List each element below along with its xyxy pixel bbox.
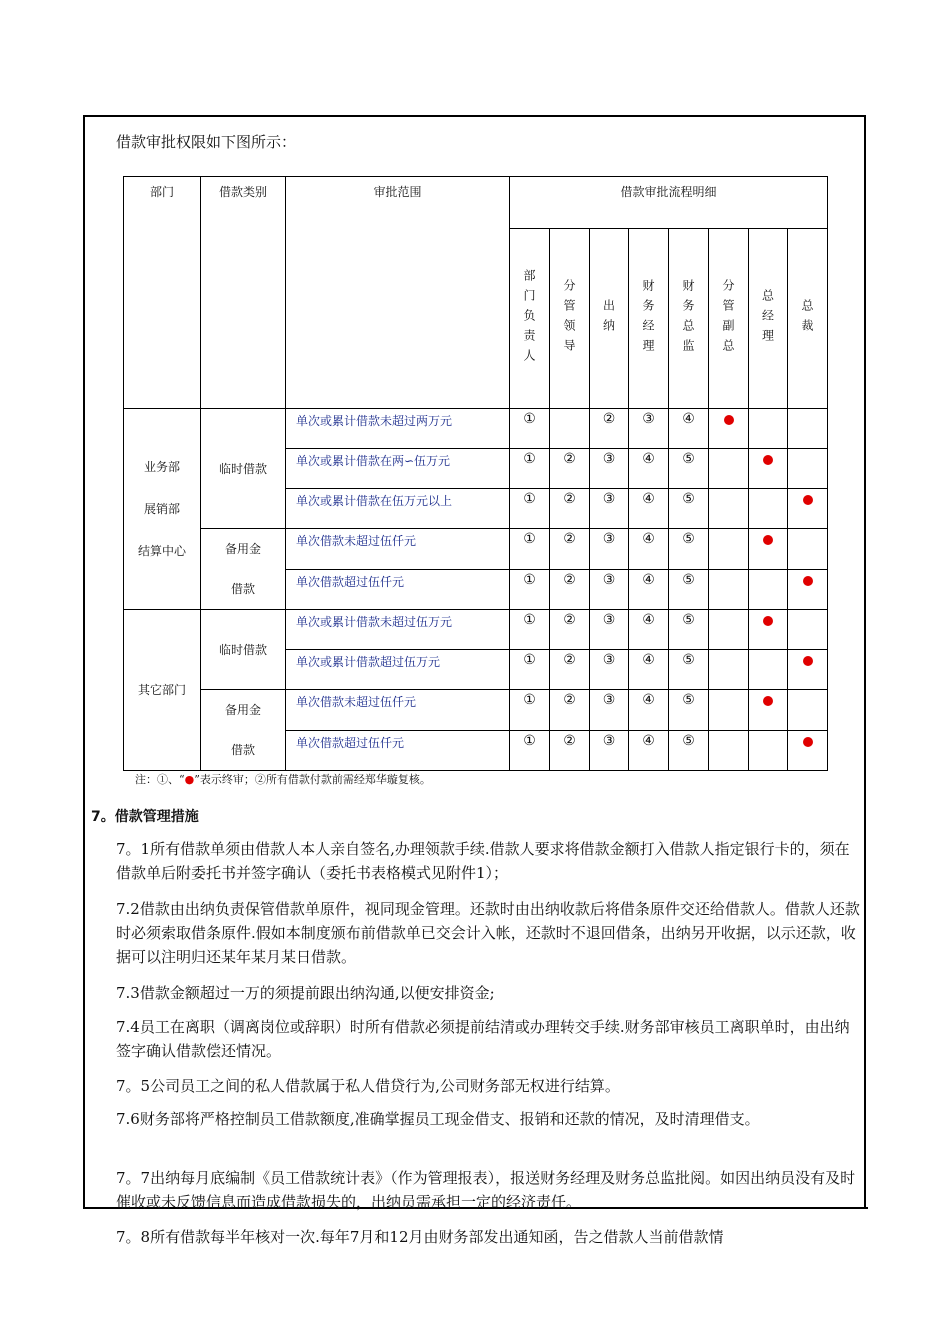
step-number: ⑤ bbox=[682, 531, 695, 547]
approval-scope: 单次或累计借款未超过两万元 bbox=[286, 409, 510, 449]
dept-name: 业务部 bbox=[143, 460, 180, 474]
step-number: ① bbox=[523, 692, 536, 708]
approval-step-cell bbox=[788, 610, 828, 650]
approval-authority-table bbox=[123, 176, 828, 771]
loan-type-name: 借款 bbox=[230, 582, 255, 596]
approval-step-cell bbox=[669, 409, 709, 449]
dept-name: 结算中心 bbox=[137, 544, 186, 558]
approval-step-cell bbox=[709, 489, 749, 529]
loan-type-cell bbox=[201, 690, 286, 771]
approval-step-cell bbox=[510, 569, 550, 610]
approval-step-cell bbox=[788, 730, 828, 771]
step-number: ③ bbox=[602, 571, 616, 588]
approval-step-cell bbox=[510, 529, 550, 570]
role-label: 财务总监 bbox=[681, 278, 695, 359]
final-approval-dot-icon bbox=[803, 495, 813, 505]
paragraph-7-7: 7。7出纳每月底编制《员工借款统计表》（作为管理报表），报送财务经理及财务总监批阅。如因出纳员没有及时催收或未反馈信息而造成借款损失的，出纳员需承担一定的经济责任。 bbox=[116, 1169, 856, 1211]
approval-step-cell bbox=[629, 449, 669, 489]
paragraph-7-2: 7.2借款由出纳负责保管借款单原件，视同现金管理。还款时由出纳收款后将借条原件交还给借款人。借款人还款时必须索取借条原件.假如本制度颁布前借款单已交会计入帐，还款时不退回借条，出纳另开收据，以示还款，收据可以注明归还某年某月某日借款。 bbox=[116, 900, 860, 966]
approval-step-cell bbox=[749, 449, 788, 489]
step-number: ② bbox=[563, 732, 576, 749]
header-scope: 审批范围 bbox=[286, 177, 510, 409]
approval-step-cell bbox=[749, 529, 788, 570]
approval-step-cell bbox=[709, 690, 749, 731]
approval-scope: 单次或累计借款在两∽伍万元 bbox=[286, 449, 510, 489]
role-label: 财务经理 bbox=[641, 278, 655, 359]
approval-step-cell bbox=[788, 489, 828, 529]
approval-step-cell bbox=[788, 449, 828, 489]
approval-step-cell bbox=[629, 610, 669, 650]
final-approval-dot-icon bbox=[803, 656, 813, 666]
approval-step-cell bbox=[709, 730, 749, 771]
step-number: ⑤ bbox=[682, 612, 695, 628]
footnote-red-dot: ● bbox=[184, 773, 195, 786]
paragraph-7-3: 7.3借款金额超过一万的须提前跟出纳沟通,以便安排资金; bbox=[116, 984, 495, 1002]
step-number: ① bbox=[523, 531, 536, 547]
step-number: ⑤ bbox=[682, 692, 695, 708]
approval-scope: 单次或累计借款在伍万元以上 bbox=[286, 489, 510, 529]
approval-step-cell bbox=[590, 730, 629, 771]
approval-step-cell bbox=[629, 489, 669, 529]
approval-scope: 单次借款未超过伍仟元 bbox=[286, 690, 510, 731]
approval-step-cell bbox=[669, 449, 709, 489]
step-number: ① bbox=[523, 491, 536, 507]
step-number: ③ bbox=[602, 652, 616, 668]
paragraph-7-4: 7.4员工在离职（调离岗位或辞职）时所有借款必须提前结清或办理转交手续.财务部审核员工离职单时，由出纳签字确认借款偿还情况。 bbox=[116, 1018, 850, 1060]
approval-step-cell bbox=[788, 650, 828, 690]
approval-step-cell bbox=[590, 489, 629, 529]
step-number: ④ bbox=[642, 652, 655, 668]
paragraph-7-8: 7。8所有借款每半年核对一次.每年7月和12月由财务部发出通知函，告之借款人当前借款情 bbox=[116, 1228, 724, 1246]
step-number: ④ bbox=[642, 531, 655, 547]
step-number: ④ bbox=[642, 732, 655, 749]
approval-scope: 单次借款超过伍仟元 bbox=[286, 569, 510, 610]
dept-name: 其它部门 bbox=[137, 683, 186, 697]
approval-step-cell bbox=[550, 610, 590, 650]
role-header bbox=[749, 229, 788, 409]
table-footnote bbox=[135, 771, 431, 787]
approval-step-cell bbox=[629, 690, 669, 731]
loan-type-cell bbox=[201, 529, 286, 610]
final-approval-dot-icon bbox=[763, 455, 773, 465]
approval-step-cell bbox=[590, 409, 629, 449]
step-number: ③ bbox=[602, 692, 616, 708]
step-number: ① bbox=[523, 571, 536, 588]
approval-step-cell bbox=[669, 569, 709, 610]
step-number: ③ bbox=[602, 531, 616, 547]
table-row bbox=[124, 610, 828, 650]
approval-step-cell bbox=[550, 409, 590, 449]
loan-type-name: 备用金 bbox=[224, 703, 261, 717]
approval-step-cell bbox=[510, 409, 550, 449]
step-number: ⑤ bbox=[682, 571, 695, 588]
step-number: ③ bbox=[602, 451, 616, 467]
loan-type-name: 备用金 bbox=[224, 542, 261, 556]
final-approval-dot-icon bbox=[763, 535, 773, 545]
approval-step-cell bbox=[590, 569, 629, 610]
role-header bbox=[629, 229, 669, 409]
approval-intro-text: 借款审批权限如下图所示： bbox=[116, 133, 297, 151]
approval-step-cell bbox=[788, 569, 828, 610]
approval-step-cell bbox=[788, 690, 828, 731]
table-row bbox=[124, 690, 828, 731]
approval-step-cell bbox=[550, 690, 590, 731]
approval-step-cell bbox=[629, 529, 669, 570]
approval-step-cell bbox=[590, 610, 629, 650]
approval-step-cell bbox=[709, 409, 749, 449]
step-number: ① bbox=[523, 612, 536, 628]
step-number: ② bbox=[563, 652, 576, 668]
approval-step-cell bbox=[788, 529, 828, 570]
step-number: ② bbox=[563, 571, 576, 588]
role-label: 总裁 bbox=[800, 298, 814, 339]
table-row bbox=[124, 529, 828, 570]
approval-step-cell bbox=[629, 650, 669, 690]
approval-step-cell bbox=[590, 690, 629, 731]
role-label: 总经理 bbox=[760, 288, 775, 349]
role-header bbox=[510, 229, 550, 409]
approval-step-cell bbox=[550, 569, 590, 610]
step-number: ④ bbox=[642, 612, 655, 628]
role-header bbox=[709, 229, 749, 409]
role-label: 分管副总 bbox=[721, 278, 735, 359]
approval-step-cell bbox=[749, 690, 788, 731]
approval-step-cell bbox=[749, 730, 788, 771]
step-number: ⑤ bbox=[682, 451, 695, 467]
step-number: ④ bbox=[642, 491, 655, 507]
final-approval-dot-icon bbox=[803, 737, 813, 747]
approval-step-cell bbox=[629, 569, 669, 610]
loan-type-name: 借款 bbox=[230, 743, 255, 757]
step-number: ① bbox=[523, 451, 536, 467]
section-title: 7。借款管理措施 bbox=[91, 809, 199, 825]
final-approval-dot-icon bbox=[724, 415, 734, 425]
loan-type-name: 临时借款 bbox=[218, 461, 267, 476]
step-number: ① bbox=[523, 732, 536, 749]
step-number: ② bbox=[563, 451, 576, 467]
approval-step-cell bbox=[709, 650, 749, 690]
step-number: ② bbox=[563, 612, 576, 628]
final-approval-dot-icon bbox=[803, 576, 813, 586]
approval-step-cell bbox=[510, 489, 550, 529]
approval-scope: 单次借款未超过伍仟元 bbox=[286, 529, 510, 570]
approval-step-cell bbox=[510, 449, 550, 489]
loan-type-cell bbox=[201, 610, 286, 690]
approval-step-cell bbox=[788, 409, 828, 449]
approval-step-cell bbox=[669, 690, 709, 731]
step-number: ④ bbox=[642, 451, 655, 467]
header-flow: 借款审批流程明细 bbox=[510, 177, 828, 229]
approval-step-cell bbox=[709, 529, 749, 570]
approval-step-cell bbox=[749, 650, 788, 690]
footnote-prefix: 注：①、“ bbox=[135, 773, 185, 786]
step-number: ① bbox=[523, 652, 536, 668]
role-label: 分管领导 bbox=[562, 278, 576, 359]
approval-step-cell bbox=[550, 529, 590, 570]
approval-step-cell bbox=[550, 489, 590, 529]
step-number: ② bbox=[563, 692, 576, 708]
approval-step-cell bbox=[590, 449, 629, 489]
approval-step-cell bbox=[749, 610, 788, 650]
dept-cell bbox=[124, 610, 201, 771]
approval-scope: 单次或累计借款未超过伍万元 bbox=[286, 610, 510, 650]
step-number: ⑤ bbox=[682, 732, 695, 749]
approval-step-cell bbox=[749, 489, 788, 529]
approval-step-cell bbox=[590, 529, 629, 570]
role-label: 出纳 bbox=[601, 298, 616, 339]
approval-step-cell bbox=[669, 730, 709, 771]
dept-cell bbox=[124, 409, 201, 610]
approval-step-cell bbox=[510, 730, 550, 771]
approval-step-cell bbox=[669, 489, 709, 529]
dept-name: 展销部 bbox=[143, 502, 180, 516]
step-number: ④ bbox=[682, 411, 695, 427]
step-number: ② bbox=[602, 411, 616, 427]
final-approval-dot-icon bbox=[763, 696, 773, 706]
approval-step-cell bbox=[669, 610, 709, 650]
approval-step-cell bbox=[749, 569, 788, 610]
approval-step-cell bbox=[510, 690, 550, 731]
approval-step-cell bbox=[550, 730, 590, 771]
paragraph-7-6: 7.6财务部将严格控制员工借款额度,准确掌握员工现金借支、报销和还款的情况，及时清理借支。 bbox=[116, 1110, 760, 1128]
approval-step-cell bbox=[550, 449, 590, 489]
approval-scope: 单次或累计借款超过伍万元 bbox=[286, 650, 510, 690]
approval-step-cell bbox=[749, 409, 788, 449]
loan-type-cell bbox=[201, 409, 286, 529]
approval-step-cell bbox=[709, 449, 749, 489]
approval-scope: 单次借款超过伍仟元 bbox=[286, 730, 510, 771]
approval-step-cell bbox=[510, 650, 550, 690]
approval-step-cell bbox=[629, 409, 669, 449]
footnote-suffix: ”表示终审；②所有借款付款前需经郑华璇复核。 bbox=[194, 773, 431, 786]
approval-step-cell bbox=[629, 730, 669, 771]
role-header bbox=[788, 229, 828, 409]
approval-step-cell bbox=[669, 529, 709, 570]
approval-step-cell bbox=[669, 650, 709, 690]
step-number: ① bbox=[523, 411, 536, 427]
approval-step-cell bbox=[709, 610, 749, 650]
step-number: ⑤ bbox=[682, 491, 695, 507]
header-dept: 部门 bbox=[124, 177, 201, 409]
step-number: ⑤ bbox=[682, 652, 695, 668]
approval-step-cell bbox=[550, 650, 590, 690]
final-approval-dot-icon bbox=[763, 616, 773, 626]
step-number: ③ bbox=[602, 491, 616, 507]
paragraph-7-5: 7。5公司员工之间的私人借款属于私人借贷行为,公司财务部无权进行结算。 bbox=[116, 1077, 620, 1095]
step-number: ③ bbox=[602, 732, 616, 749]
step-number: ④ bbox=[642, 692, 655, 708]
approval-step-cell bbox=[510, 610, 550, 650]
role-header bbox=[590, 229, 629, 409]
header-type: 借款类别 bbox=[201, 177, 286, 409]
step-number: ③ bbox=[642, 411, 655, 427]
step-number: ② bbox=[563, 531, 576, 547]
table-row bbox=[124, 409, 828, 449]
role-header bbox=[550, 229, 590, 409]
paragraph-7-1: 7。1所有借款单须由借款人本人亲自签名,办理领款手续.借款人要求将借款金额打入借款人指定银行卡的，须在借款单后附委托书并签字确认（委托书表格模式见附件1）； bbox=[116, 840, 850, 882]
role-header bbox=[669, 229, 709, 409]
approval-step-cell bbox=[709, 569, 749, 610]
loan-type-name: 临时借款 bbox=[218, 642, 267, 657]
role-label: 部门负责人 bbox=[522, 268, 536, 369]
approval-step-cell bbox=[590, 650, 629, 690]
step-number: ③ bbox=[602, 612, 616, 628]
step-number: ② bbox=[563, 491, 576, 507]
step-number: ④ bbox=[642, 571, 655, 588]
